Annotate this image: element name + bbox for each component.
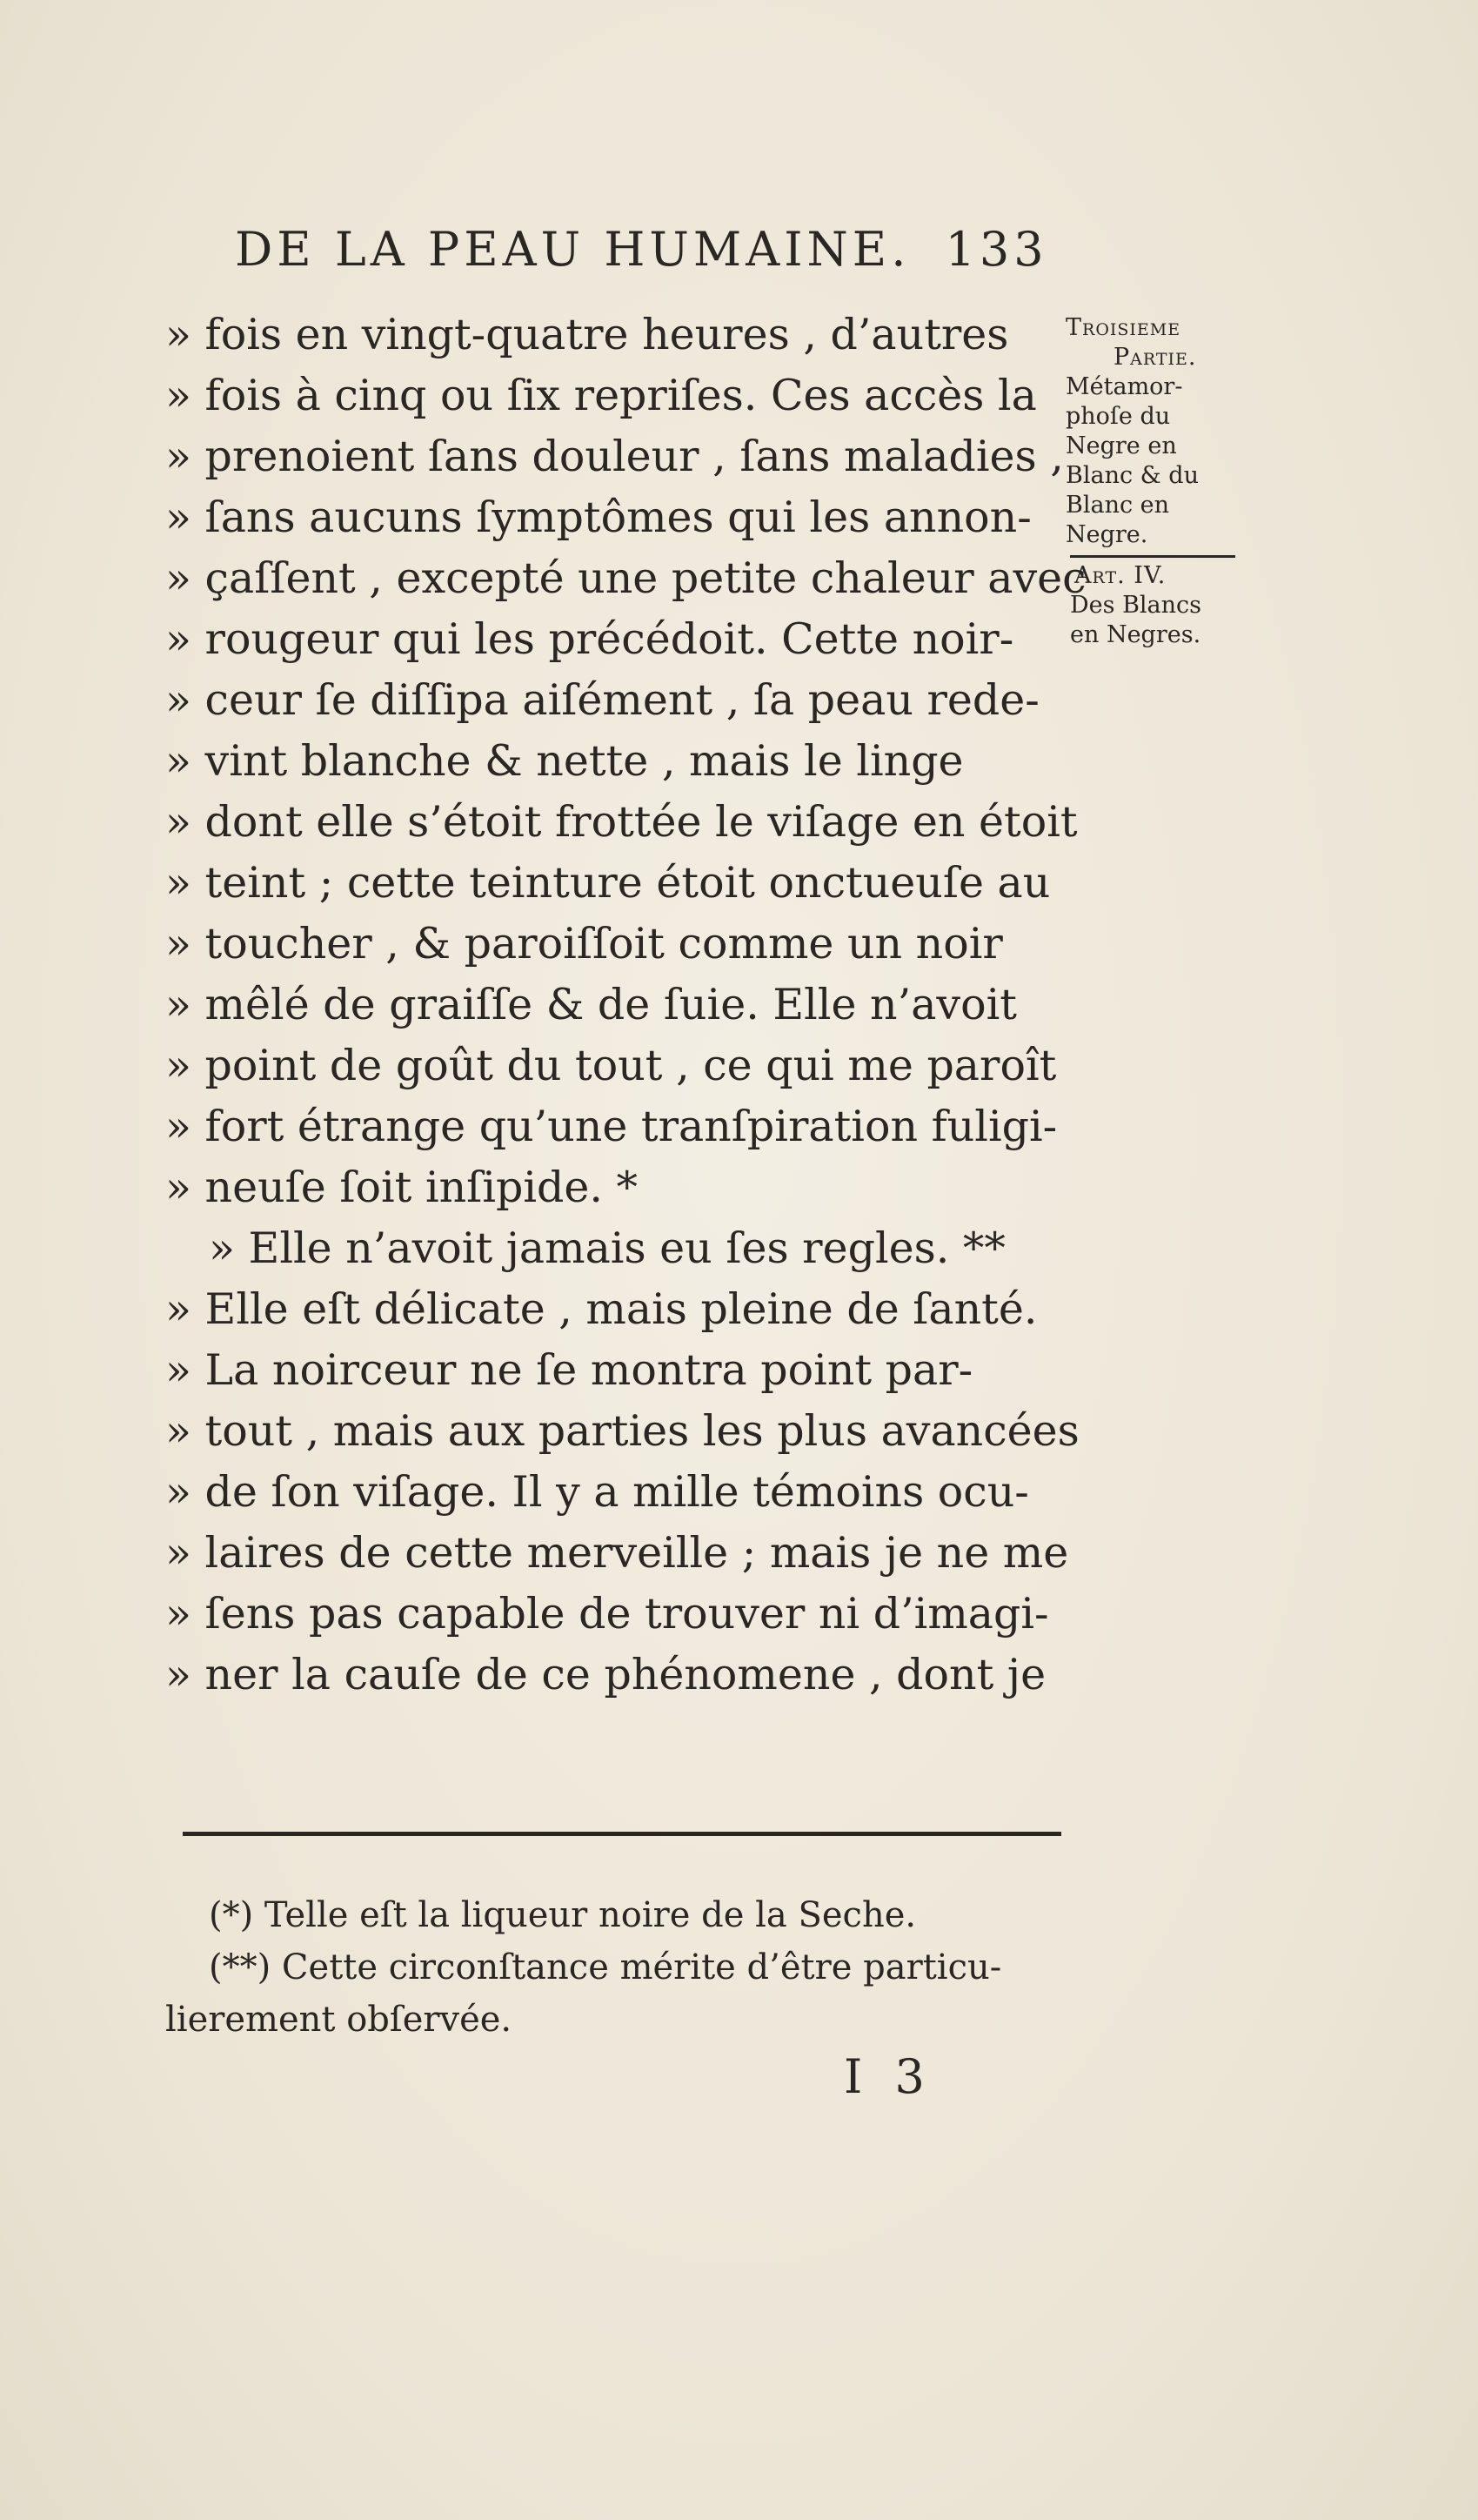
body-line: » ſans aucuns ſymptômes qui les annon-	[165, 493, 1032, 542]
margin-article: Art. IV.	[1074, 562, 1167, 589]
margin-rule	[1070, 555, 1235, 558]
body-line: » prenoient ſans douleur , ſans maladies ,	[165, 432, 1064, 481]
body-line: » dont elle s’étoit frottée le viſage en étoit	[165, 797, 1078, 847]
body-line: » point de goût du tout , ce qui me paroît	[165, 1041, 1057, 1090]
margin-subject: Negre.	[1066, 521, 1148, 548]
margin-article-title: Des Blancs	[1070, 592, 1202, 619]
margin-part: Partie.	[1114, 344, 1197, 371]
body-line: » La noirceur ne ſe montra point par-	[165, 1345, 973, 1395]
footnote-divider	[183, 1832, 1061, 1836]
margin-note	[1066, 313, 1257, 650]
margin-article-title: en Negres.	[1070, 621, 1201, 648]
footnote: (*) Telle eſt la liqueur noire de la Seche.	[209, 1895, 917, 1935]
running-head	[235, 222, 1070, 277]
footnote: lierement obſervée.	[165, 2000, 512, 2040]
body-line: » laires de cette merveille ; mais je ne me	[165, 1528, 1069, 1578]
body-line: » vint blanche & nette , mais le linge	[165, 736, 964, 786]
body-line: » neuſe ſoit inſipide. *	[165, 1163, 639, 1212]
body-line: » fois à cinq ou ſix repriſes. Ces accès la	[165, 371, 1037, 420]
page-number: 133	[945, 222, 1048, 277]
body-line: » de ſon viſage. Il y a mille témoins ocu-	[165, 1467, 1029, 1517]
margin-subject: Blanc en	[1066, 492, 1170, 519]
body-line: » fort étrange qu’une tranſpiration fuligi-	[165, 1102, 1058, 1151]
margin-part: Troisieme	[1066, 314, 1181, 341]
signature-mark: I 3	[844, 2049, 933, 2104]
body-line: » rougeur qui les précédoit. Cette noir-	[165, 614, 1014, 664]
body-line: » tout , mais aux parties les plus avancées	[165, 1406, 1080, 1456]
body-line: » ceur ſe diſſipa aiſément , ſa peau rede-	[165, 675, 1040, 725]
body-line: » mêlé de graiſſe & de ſuie. Elle n’avoit	[165, 980, 1017, 1029]
body-line: » teint ; cette teinture étoit onctueuſe au	[165, 858, 1051, 908]
margin-subject: Métamor-	[1066, 373, 1183, 400]
body-line: » Elle eſt délicate , mais pleine de ſanté.	[165, 1284, 1038, 1334]
margin-subject: phoſe du	[1066, 403, 1171, 430]
body-line: » fois en vingt-quatre heures , d’autres	[165, 310, 1009, 359]
margin-subject: Blanc & du	[1066, 462, 1199, 489]
body-line: » Elle n’avoit jamais eu ſes regles. **	[209, 1223, 1006, 1273]
margin-subject: Negre en	[1066, 432, 1177, 459]
body-line: » ſens pas capable de trouver ni d’imagi-	[165, 1589, 1049, 1639]
body-line: » çaſſent , excepté une petite chaleur avec	[165, 553, 1087, 603]
footnote: (**) Cette circonſtance mérite d’être particu-	[209, 1947, 1002, 1987]
body-line: » ner la cauſe de ce phénomene , dont je	[165, 1650, 1047, 1699]
running-head-title: DE LA PEAU HUMAINE.	[235, 222, 911, 277]
body-line: » toucher , & paroiſſoit comme un noir	[165, 919, 1003, 968]
